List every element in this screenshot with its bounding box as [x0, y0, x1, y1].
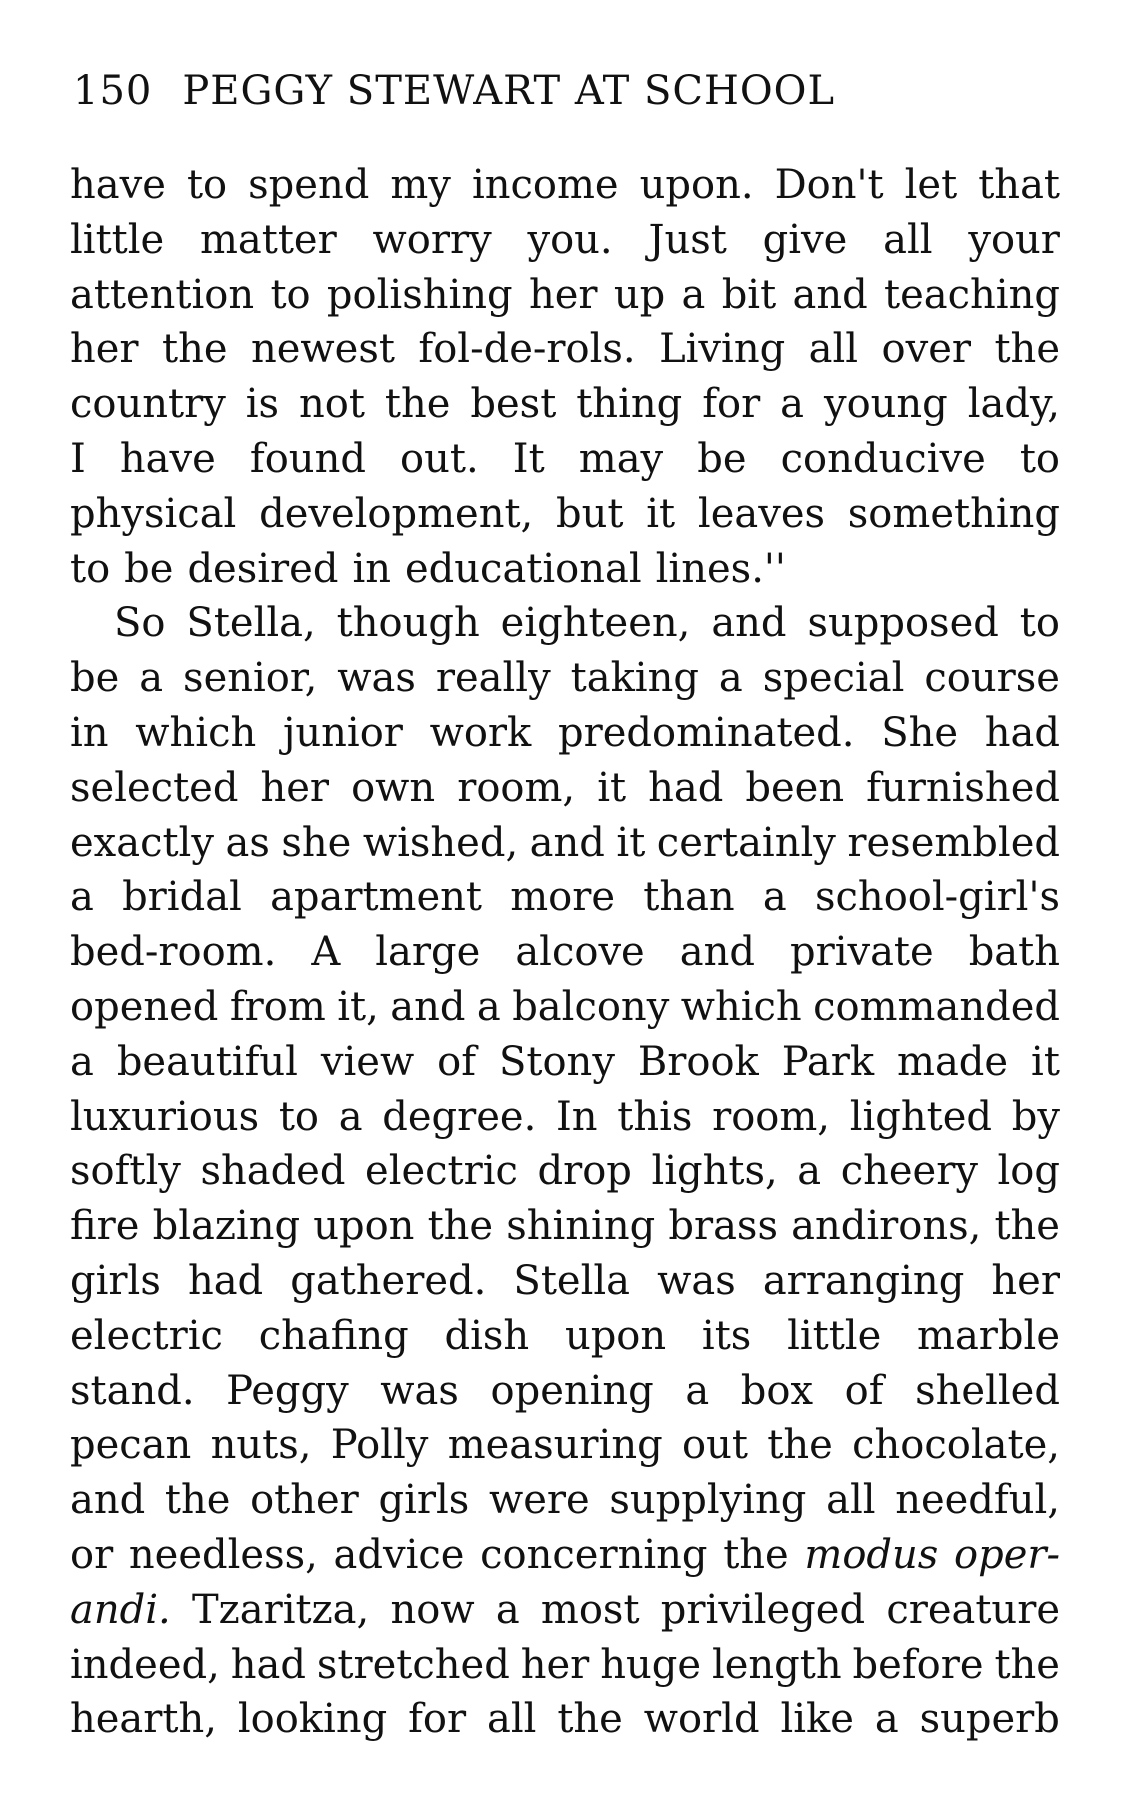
word: her	[70, 326, 139, 373]
word: It	[512, 435, 545, 482]
text-line	[70, 870, 1060, 925]
word: apartment	[270, 874, 482, 921]
word: the	[994, 1641, 1060, 1688]
word: and	[70, 1477, 146, 1524]
word: school-girl's	[815, 874, 1060, 921]
word: senior,	[183, 655, 318, 702]
word: I	[70, 435, 86, 482]
text-line	[70, 1418, 1060, 1473]
text-line	[70, 761, 1060, 816]
word: teaching	[884, 271, 1060, 318]
word: indeed,	[70, 1641, 220, 1688]
word: a	[797, 1148, 822, 1195]
word: bed-room.	[70, 929, 277, 976]
text-line	[70, 980, 1060, 1035]
word: for	[702, 381, 761, 428]
word: special	[762, 655, 905, 702]
word: marble	[917, 1312, 1060, 1359]
word: huge	[600, 1641, 702, 1688]
word: lights,	[651, 1148, 778, 1195]
text-line	[70, 1144, 1060, 1199]
word: most	[540, 1586, 640, 1633]
word: leaves	[697, 490, 826, 537]
word: my	[390, 162, 451, 208]
word: furnished	[866, 764, 1060, 811]
word: Park	[781, 1038, 875, 1085]
word: and	[529, 819, 605, 866]
word: but	[556, 490, 624, 537]
word: to	[1019, 600, 1060, 647]
word: Polly	[330, 1422, 429, 1469]
word: advice	[333, 1531, 465, 1578]
text-line	[70, 1638, 1060, 1693]
word: bath	[968, 929, 1060, 976]
word: your	[968, 216, 1060, 263]
word: A	[311, 929, 341, 976]
word: In	[556, 1093, 598, 1140]
word: country	[70, 381, 226, 428]
word: give	[762, 216, 848, 263]
word: the	[557, 1696, 623, 1743]
word: to	[1019, 435, 1060, 482]
text-line	[70, 1199, 1060, 1254]
text-line	[70, 596, 1060, 651]
word: was	[657, 1257, 736, 1304]
word: as	[225, 819, 270, 866]
word: let	[904, 162, 958, 208]
word: a	[762, 874, 787, 921]
word: eighteen,	[500, 600, 691, 647]
word: and	[679, 929, 755, 976]
text-line	[70, 268, 1060, 323]
word: the	[162, 326, 228, 373]
word: private	[789, 929, 934, 976]
word: a	[681, 271, 706, 318]
word: brass	[668, 1203, 778, 1250]
word: stand.	[70, 1367, 195, 1414]
word: more	[510, 874, 616, 921]
word: hearth,	[70, 1696, 217, 1743]
word: made	[897, 1038, 1009, 1085]
word: which	[680, 983, 802, 1030]
text-line	[70, 1473, 1060, 1528]
word: chocolate,	[852, 1422, 1060, 1469]
word: world	[643, 1696, 760, 1743]
word: be	[697, 435, 747, 482]
word: was	[380, 1367, 459, 1414]
word: all	[487, 1696, 537, 1743]
text-line	[70, 1309, 1060, 1364]
word: electric	[365, 1148, 518, 1195]
word: arranging	[762, 1257, 965, 1304]
word: attention	[70, 271, 255, 318]
word: the	[384, 381, 451, 428]
word: of	[844, 1367, 884, 1414]
word: all	[808, 326, 859, 373]
word: degree.	[382, 1093, 537, 1140]
word: for	[408, 1696, 467, 1743]
word: electric	[70, 1312, 223, 1359]
word: had	[187, 1257, 264, 1304]
word: a	[718, 655, 743, 702]
word: than	[643, 874, 735, 921]
word: other	[250, 1477, 359, 1524]
word: all	[826, 1477, 876, 1524]
word: in	[352, 545, 391, 592]
word: may	[578, 435, 664, 482]
word: log	[997, 1148, 1060, 1195]
word: from	[229, 983, 326, 1030]
word: little	[70, 216, 165, 263]
word: had	[230, 1641, 306, 1688]
word: bridal	[122, 874, 242, 921]
word: it	[646, 490, 676, 537]
running-title: PEGGY STEWART AT SCHOOL	[182, 68, 836, 114]
text-line	[70, 1090, 1060, 1145]
running-head	[73, 68, 835, 114]
text-line	[70, 432, 1060, 487]
text-line	[70, 651, 1060, 706]
word: thing	[576, 381, 683, 428]
word: fire	[70, 1203, 140, 1250]
word: luxurious	[70, 1093, 260, 1140]
word: a	[780, 381, 805, 428]
word: andirons,	[791, 1203, 982, 1250]
word: nuts,	[210, 1422, 312, 1469]
word: a	[139, 655, 164, 702]
word: She	[881, 709, 959, 756]
word: young	[823, 381, 948, 428]
text-line	[70, 542, 1060, 597]
word: found	[249, 435, 366, 482]
text-line	[70, 213, 1060, 268]
word: creature	[886, 1586, 1060, 1633]
word: Brook	[637, 1038, 759, 1085]
word: alcove	[515, 929, 645, 976]
word: course	[924, 655, 1060, 702]
word: supplying	[609, 1477, 807, 1524]
text-line	[70, 1254, 1060, 1309]
word: a	[338, 1093, 363, 1140]
word: out	[682, 1422, 748, 1469]
word: that	[978, 162, 1060, 208]
word: in	[70, 709, 109, 756]
text-line	[70, 377, 1060, 432]
word: the	[164, 1477, 231, 1524]
word: the	[427, 1203, 494, 1250]
word: box	[740, 1367, 814, 1414]
text-line	[70, 925, 1060, 980]
word: matter	[200, 216, 337, 263]
word: drop	[537, 1148, 632, 1195]
word: worry	[372, 216, 492, 263]
word: it	[1031, 1038, 1060, 1085]
word: to	[278, 1093, 320, 1140]
body-text	[70, 158, 1060, 1747]
text-line	[70, 158, 1060, 213]
word: own	[351, 764, 436, 811]
word: view	[320, 1038, 415, 1085]
word: stretched	[316, 1641, 510, 1688]
word: dish	[444, 1312, 530, 1359]
word: Tzaritza,	[191, 1586, 370, 1633]
word: she	[281, 819, 352, 866]
word: her	[260, 764, 330, 811]
word: be	[70, 655, 120, 702]
word: desired	[187, 545, 339, 592]
word: been	[745, 764, 845, 811]
word: gathered.	[290, 1257, 487, 1304]
text-line	[70, 1692, 1060, 1747]
word: wished,	[362, 819, 519, 866]
word: blazing	[152, 1203, 301, 1250]
word: all	[883, 216, 933, 263]
word: cheery	[840, 1148, 978, 1195]
word: this	[617, 1093, 693, 1140]
word: something	[847, 490, 1060, 537]
word: to	[70, 545, 111, 592]
word: room,	[712, 1093, 831, 1140]
word: had	[648, 764, 724, 811]
text-line	[70, 706, 1060, 761]
word: of	[437, 1038, 477, 1085]
word: her	[991, 1257, 1060, 1304]
text-line	[70, 1528, 1060, 1583]
word: the	[723, 1531, 789, 1578]
word: supposed	[807, 600, 999, 647]
word: is	[245, 381, 280, 428]
word: little	[787, 1312, 882, 1359]
word: upon	[313, 1203, 415, 1250]
word: upon.	[639, 162, 754, 208]
word: like	[780, 1696, 854, 1743]
text-line	[70, 1364, 1060, 1419]
word: andi.	[70, 1586, 171, 1633]
word: though	[336, 600, 480, 647]
word: needful,	[895, 1477, 1060, 1524]
word: her	[528, 271, 598, 318]
word: junior	[282, 709, 403, 756]
word: measuring	[447, 1422, 663, 1469]
word: concerning	[480, 1531, 708, 1578]
word: it,	[337, 983, 379, 1030]
word: to	[186, 162, 228, 208]
word: opened	[70, 983, 219, 1030]
word: be	[124, 545, 174, 592]
word: shining	[506, 1203, 656, 1250]
word: certainly	[656, 819, 836, 866]
word: now	[390, 1586, 475, 1633]
word: was	[337, 655, 416, 702]
text-line	[70, 816, 1060, 871]
word: resembled	[847, 819, 1060, 866]
word: needless,	[128, 1531, 318, 1578]
word: predominated.	[558, 709, 855, 756]
word: a	[70, 874, 94, 921]
word: really	[435, 655, 551, 702]
word: to	[270, 271, 311, 318]
word: pecan	[70, 1422, 192, 1469]
word: spend	[248, 162, 370, 208]
word: Peggy	[226, 1367, 349, 1414]
word: fol-de-rols.	[418, 326, 636, 373]
word: chafing	[258, 1312, 409, 1359]
word: conducive	[780, 435, 986, 482]
word: superb	[919, 1696, 1060, 1743]
word: and	[711, 600, 787, 647]
word: Stella	[513, 1257, 631, 1304]
text-line	[70, 1583, 1060, 1638]
word: have	[119, 435, 216, 482]
word: over	[881, 326, 972, 373]
word: development,	[259, 490, 534, 537]
word: taking	[570, 655, 699, 702]
word: income	[471, 162, 619, 208]
word: had	[984, 709, 1060, 756]
word: exactly	[70, 819, 214, 866]
word: looking	[237, 1696, 388, 1743]
word: shaded	[200, 1148, 346, 1195]
word: not	[299, 381, 365, 428]
word: the	[994, 1203, 1060, 1250]
word: lady,	[967, 381, 1060, 428]
word: softly	[70, 1148, 181, 1195]
word: a	[476, 983, 501, 1030]
word: up	[613, 271, 666, 318]
word: oper-	[954, 1531, 1060, 1578]
word: educational	[405, 545, 642, 592]
word: So	[114, 600, 166, 647]
word: large	[375, 929, 481, 976]
word: or	[70, 1531, 114, 1578]
word: lighted	[849, 1093, 993, 1140]
word: a	[685, 1367, 710, 1414]
word: Living	[659, 326, 786, 373]
word: before	[852, 1641, 984, 1688]
word: Don't	[774, 162, 884, 208]
word: Just	[648, 216, 727, 263]
word: which	[135, 709, 257, 756]
word: its	[701, 1312, 752, 1359]
word: lines.''	[655, 545, 786, 592]
word: best	[470, 381, 557, 428]
word: were	[488, 1477, 590, 1524]
word: a	[495, 1586, 520, 1633]
word: girls	[378, 1477, 470, 1524]
text-line	[70, 322, 1060, 377]
word: commanded	[813, 983, 1060, 1030]
word: and	[390, 983, 466, 1030]
page-number: 150	[73, 68, 153, 114]
word: shelled	[915, 1367, 1060, 1414]
word: the	[994, 326, 1060, 373]
word: modus	[804, 1531, 939, 1578]
word: length	[711, 1641, 842, 1688]
word: by	[1011, 1093, 1060, 1140]
word: upon	[564, 1312, 667, 1359]
word: out.	[400, 435, 479, 482]
word: selected	[70, 764, 239, 811]
word: work	[429, 709, 532, 756]
word: bit	[721, 271, 777, 318]
text-line	[70, 1035, 1060, 1090]
word: it	[616, 819, 646, 866]
word: physical	[70, 490, 237, 537]
word: Stella,	[186, 600, 316, 647]
word: the	[767, 1422, 833, 1469]
word: newest	[250, 326, 395, 373]
word: girls	[70, 1257, 161, 1304]
word: Stony	[499, 1038, 615, 1085]
word: privileged	[660, 1586, 866, 1633]
word: polishing	[326, 271, 513, 318]
word: you.	[527, 216, 613, 263]
word: room,	[457, 764, 576, 811]
word: opening	[490, 1367, 654, 1414]
word: it	[597, 764, 627, 811]
word: balcony	[512, 983, 670, 1030]
word: her	[520, 1641, 590, 1688]
word: beautiful	[116, 1038, 298, 1085]
word: a	[70, 1038, 94, 1085]
text-line	[70, 487, 1060, 542]
word: a	[874, 1696, 899, 1743]
word: and	[792, 271, 868, 318]
word: have	[70, 162, 166, 208]
